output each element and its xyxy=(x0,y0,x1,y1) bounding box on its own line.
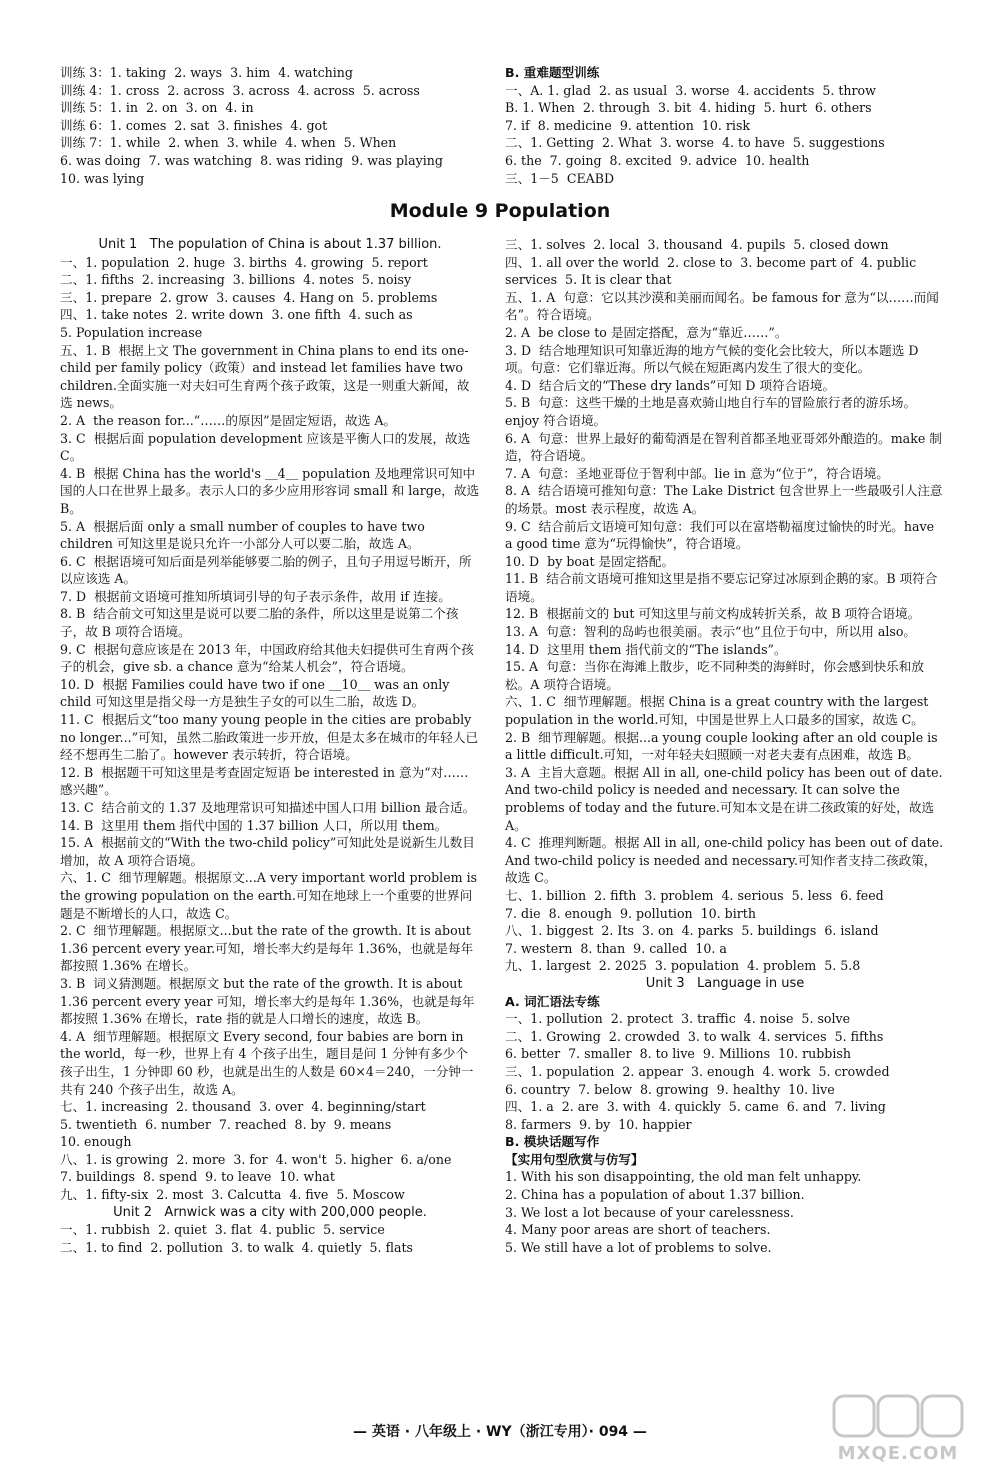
unit2-title: Unit 2 Arnwick was a city with 200,000 people. xyxy=(113,1204,427,1220)
answer-line: 5. We still have a lot of problems to solve. xyxy=(505,1239,772,1255)
page-footer: — 英语 · 八年级上 · WY（浙江专用）· 094 — xyxy=(353,1424,647,1440)
answer-line: 5. twentieth 6. number 7. reached 8. by 9. means xyxy=(60,1116,392,1132)
section-heading-a: A. 词汇语法专练 xyxy=(505,993,600,1009)
answer-line: 6. was doing 7. was watching 8. was riding 9. was playing xyxy=(60,152,443,168)
answer-line: 4. D 结合后文的“These dry lands”可知 D 项符合语境。 xyxy=(505,377,836,393)
watermark-text: MXQE.COM xyxy=(837,1443,959,1464)
answer-line: 2. China has a population of about 1.37 billion. xyxy=(505,1187,805,1203)
answer-line: 3. C 根据后面 population development 应该是平衡人口的发展，故选 C。 xyxy=(60,430,475,464)
answer-line: 10. was lying xyxy=(60,170,145,186)
answer-line: 五、1. A 句意：它以其沙漠和美丽而闻名。be famous for 意为“以……而闻名”。符合语境。 xyxy=(505,289,939,323)
answer-line: 四、1. all over the world 2. close to 3. become part of 4. public services 5. It is clear that xyxy=(505,254,921,288)
answer-line: 3. A 主旨大意题。根据 All in all, one-child policy has been out of date. And two-child policy is needed and necessary. It can solve the problems of today and the future.可知本文是在讲二孩政策的好处，故选 A。 xyxy=(505,764,947,833)
answer-line: 7. buildings 8. spend 9. to leave 10. what xyxy=(60,1169,335,1185)
answer-line: 12. B 根据前文的 but 可知这里与前文构成转折关系，故 B 项符合语境。 xyxy=(505,606,921,622)
unit1-title: Unit 1 The population of China is about 1.37 billion. xyxy=(98,237,442,252)
answer-line: 4. B 根据 China has the world's ＿4＿ population 及地理常识可知中国的人口在世界上最多。表示人口的多少应用形容词 small 和 large，故选 B。 xyxy=(60,465,484,516)
answer-line: 2. C 细节理解题。根据原文...but the rate of the growth. It is about 1.36 percent every year.可知，增长率大约是每年 1.36%，也就是每年都按照 1.36% 在增长。 xyxy=(60,923,475,974)
answer-line: 3. D 结合地理知识可知靠近海的地方气候的变化会比较大，所以本题选 D 项。句意：它们靠近海。所以气候在短距离内发生了很大的变化。 xyxy=(505,342,923,376)
answer-line: 2. A the reason for...“……的原因”是固定短语，故选 A。 xyxy=(60,412,397,428)
answer-line: 6. A 句意：世界上最好的葡萄酒是在智利首都圣地亚哥郊外酿造的。make 制造，符合语境。 xyxy=(505,430,942,464)
top-right-answers xyxy=(505,64,945,187)
answer-line: 7. western 8. than 9. called 10. a xyxy=(505,940,727,956)
answer-line: 7. if 8. medicine 9. attention 10. risk xyxy=(505,117,751,133)
answer-line: 15. A 根据前文的“With the two-child policy”可知此处是说新生儿数目增加，故 A 项符合语境。 xyxy=(60,835,475,868)
unit3-a-lines xyxy=(505,1010,945,1133)
unit3-b-lines xyxy=(505,1168,945,1256)
left-tail-lines xyxy=(60,1221,480,1256)
answer-line: 三、1. prepare 2. grow 3. causes 4. Hang on 5. problems xyxy=(60,289,438,305)
answer-line: 三、1. solves 2. local 3. thousand 4. pupils 5. closed down xyxy=(505,237,889,252)
answer-line: 8. farmers 9. by 10. happier xyxy=(505,1116,692,1132)
answer-line: 6. the 7. going 8. excited 9. advice 10. health xyxy=(505,152,810,168)
answer-line: 7. die 8. enough 9. pollution 10. birth xyxy=(505,905,756,921)
answer-line: 三、1. population 2. appear 3. enough 4. work 5. crowded xyxy=(505,1063,890,1079)
answer-line: 8. A 结合语境可推知句意：The Lake District 包含世界上一些最吸引人注意的场景。most 表示程度，故选 A。 xyxy=(505,483,943,516)
answer-line: 四、1. a 2. are 3. with 4. quickly 5. came 6. and 7. living xyxy=(505,1099,886,1115)
answer-line: 九、1. largest 2. 2025 3. population 4. problem 5. 5.8 xyxy=(505,958,861,974)
answer-line: 10. D 根据 Families could have two if one ＿10＿ was an only child 可知这里是指父母一方是独生子女的可以生二胎，故选 D。 xyxy=(60,676,454,710)
answer-line: 训练 4：1. cross 2. across 3. across 4. across 5. across xyxy=(60,82,420,98)
answer-line: 五、1. B 根据上文 The government in China plans to end its one-child per family policy（政策）and instead let families have two children.全面实施一对夫妇可生育两个孩子政策，这是一则重大新闻，故选 news。 xyxy=(60,342,470,411)
answer-line: 二、1. Growing 2. crowded 3. to walk 4. services 5. fifths xyxy=(505,1028,884,1044)
answer-line: 一、1. rubbish 2. quiet 3. flat 4. public 5. service xyxy=(60,1222,385,1238)
watermark-logo xyxy=(814,1392,982,1464)
answer-line: 二、1. fifths 2. increasing 3. billions 4. notes 5. noisy xyxy=(60,272,412,288)
right-column xyxy=(505,236,948,1256)
answer-line: 四、1. take notes 2. write down 3. one fifth 4. such as xyxy=(60,307,413,323)
answer-line: 三、1－5 CEABD xyxy=(505,170,615,186)
section-heading-b: B. 模块话题写作 xyxy=(505,1134,600,1150)
answer-line: 4. C 推理判断题。根据 All in all, one-child policy has been out of date. And two-child policy is needed and necessary.可知作者支持二孩政策，故选 C。 xyxy=(505,835,948,886)
answer-line: 八、1. biggest 2. Its 3. on 4. parks 5. buildings 6. island xyxy=(505,923,879,939)
answer-line: 9. C 根据句意应该是在 2013 年，中国政府给其他夫妇提供可生育两个孩子的机会，give sb. a chance 意为“给某人机会”，符合语境。 xyxy=(60,641,474,675)
watermark-seal-icon xyxy=(814,1392,982,1442)
answer-line: 1. With his son disappointing, the old man felt unhappy. xyxy=(505,1169,862,1185)
answer-line: 训练 5：1. in 2. on 3. on 4. in xyxy=(60,100,254,116)
answer-line: 5. A 根据后面 only a small number of couples to have two children 可知这里是说只允许一小部分人可以要二胎，故选 A。 xyxy=(60,518,429,552)
answer-line: 一、1. population 2. huge 3. births 4. growing 5. report xyxy=(60,254,428,270)
answer-line: 六、1. C 细节理解题。根据 China is a great country with the largest population in the world.可知，中国是世界上人口最多的国家，故选 C。 xyxy=(505,694,933,728)
answer-line: 3. B 词义猜测题。根据原文 but the rate of the growth. It is about 1.36 percent every year 可知，增长率大约是每年 1.36%，也就是每年都按照 1.36% 在增长，rate 指的就是人口增长的速度，故选 B。 xyxy=(60,975,475,1027)
top-left-answers xyxy=(60,64,480,187)
answer-line: 一、A. 1. glad 2. as usual 3. worse 4. accidents 5. throw xyxy=(505,82,876,98)
answer-line: B. 1. When 2. through 3. bit 4. hiding 5. hurt 6. others xyxy=(505,100,872,116)
answer-line: 13. A 句意：智利的岛屿也很美丽。表示“也”且位于句中，所以用 also。 xyxy=(505,624,917,640)
answer-line: 9. C 结合前后文语境可知句意：我们可以在富塔勒福度过愉快的时光。have a good time 意为“玩得愉快”，符合语境。 xyxy=(505,518,939,552)
section-heading: B. 重难题型训练 xyxy=(505,65,600,80)
answer-line: 7. D 根据前文语境可推知所填词引导的句子表示条件，故用 if 连接。 xyxy=(60,588,451,604)
section-heading-b2: 【实用句型欣赏与仿写】 xyxy=(505,1151,644,1167)
answer-line: 2. A be close to 是固定搭配，意为“靠近……”。 xyxy=(505,324,788,340)
answer-line: 二、1. Getting 2. What 3. worse 4. to have 5. suggestions xyxy=(505,135,885,151)
right-lines xyxy=(505,236,948,975)
answer-line: 4. Many poor areas are short of teachers. xyxy=(505,1222,771,1238)
answer-line: 11. C 根据后文“too many young people in the cities are probably no longer...”可知，虽然二胎政策进一步开放，但是太多在城市的年轻人已经不想再生二胎了。however 表示转折，符合语境。 xyxy=(60,712,479,763)
answer-line: 7. A 句意：圣地亚哥位于智利中部。lie in 意为“位于”，符合语境。 xyxy=(505,465,889,481)
answer-line: 九、1. fifty-six 2. most 3. Calcutta 4. five 5. Moscow xyxy=(60,1187,405,1203)
answer-line: 七、1. increasing 2. thousand 3. over 4. beginning/start xyxy=(60,1099,426,1115)
left-lines xyxy=(60,254,484,1204)
module-title: Module 9 Population xyxy=(389,200,611,222)
answer-line: 训练 7：1. while 2. when 3. while 4. when 5. When xyxy=(60,135,397,151)
answer-line: 八、1. is growing 2. more 3. for 4. won't 5. higher 6. a/one xyxy=(60,1151,452,1167)
answer-line: 6. better 7. smaller 8. to live 9. Millions 10. rubbish xyxy=(505,1046,851,1062)
answer-line: 6. country 7. below 8. growing 9. healthy 10. live xyxy=(505,1081,835,1097)
answer-line: 14. B 这里用 them 指代中国的 1.37 billion 人口，所以用 them。 xyxy=(60,817,448,833)
answer-line: 15. A 句意：当你在海滩上散步，吃不同种类的海鲜时，你会感到快乐和放松。A 项符合语境。 xyxy=(505,659,924,692)
answer-line: 5. Population increase xyxy=(60,324,203,340)
answer-line: 5. B 句意：这些干燥的土地是喜欢骑山地自行车的冒险旅行者的游乐场。enjoy 符合语境。 xyxy=(505,395,917,428)
answer-line: 6. C 根据语境可知后面是列举能够要二胎的例子，且句子用逗号断开，所以应该选 A。 xyxy=(60,553,472,587)
answer-line: 3. We lost a lot because of your carelessness. xyxy=(505,1204,794,1220)
answer-line: 训练 6：1. comes 2. sat 3. finishes 4. got xyxy=(60,117,328,133)
answer-line: 七、1. billion 2. fifth 3. problem 4. serious 5. less 6. feed xyxy=(505,887,884,903)
top-right-lines xyxy=(505,82,945,188)
answer-line: 12. B 根据题干可知这里是考查固定短语 be interested in 意为“对……感兴趣”。 xyxy=(60,764,469,798)
answer-line: 二、1. to find 2. pollution 3. to walk 4. quietly 5. flats xyxy=(60,1239,414,1255)
answer-line: 一、1. pollution 2. protect 3. traffic 4. noise 5. solve xyxy=(505,1011,851,1027)
answer-line: 六、1. C 细节理解题。根据原文...A very important world problem is the growing population on the earth.可知在地球上一个重要的世界问题是不断增长的人口，故选 C。 xyxy=(60,870,482,921)
answer-line: 训练 3：1. taking 2. ways 3. him 4. watching xyxy=(60,65,353,80)
left-column xyxy=(60,236,484,1256)
answer-line: 11. B 结合前文语境可推知这里是指不要忘记穿过冰原到企鹅的家。B 项符合语境。 xyxy=(505,571,938,604)
answer-line: 8. B 结合前文可知这里是说可以要二胎的条件，所以这里是说第二个孩子，故 B 项符合语境。 xyxy=(60,606,459,640)
answer-line: 4. A 细节理解题。根据原文 Every second, four babies are born in the world，每一秒，世界上有 4 个孩子出生，题目是问 1 分钟有多少个孩子出生，1 分钟即 60 秒，也就是出生的人数是 60×4＝240，一分钟一共有 240 个孩子出生，故选 A。 xyxy=(60,1028,474,1097)
answer-line: 10. D by boat 是固定搭配。 xyxy=(505,553,675,569)
unit3-title: Unit 3 Language in use xyxy=(645,975,805,991)
answer-line: 13. C 结合前文的 1.37 及地理常识可知描述中国人口用 billion 最合适。 xyxy=(60,800,476,815)
answer-line: 2. B 细节理解题。根据...a young couple looking after an old couple is a little difficult.可知，一对年轻夫妇照顾一对老夫妻有点困难，故选 B。 xyxy=(505,729,942,763)
answer-line: 10. enough xyxy=(60,1134,132,1150)
answer-line: 14. D 这里用 them 指代前文的“The islands”。 xyxy=(505,641,787,657)
